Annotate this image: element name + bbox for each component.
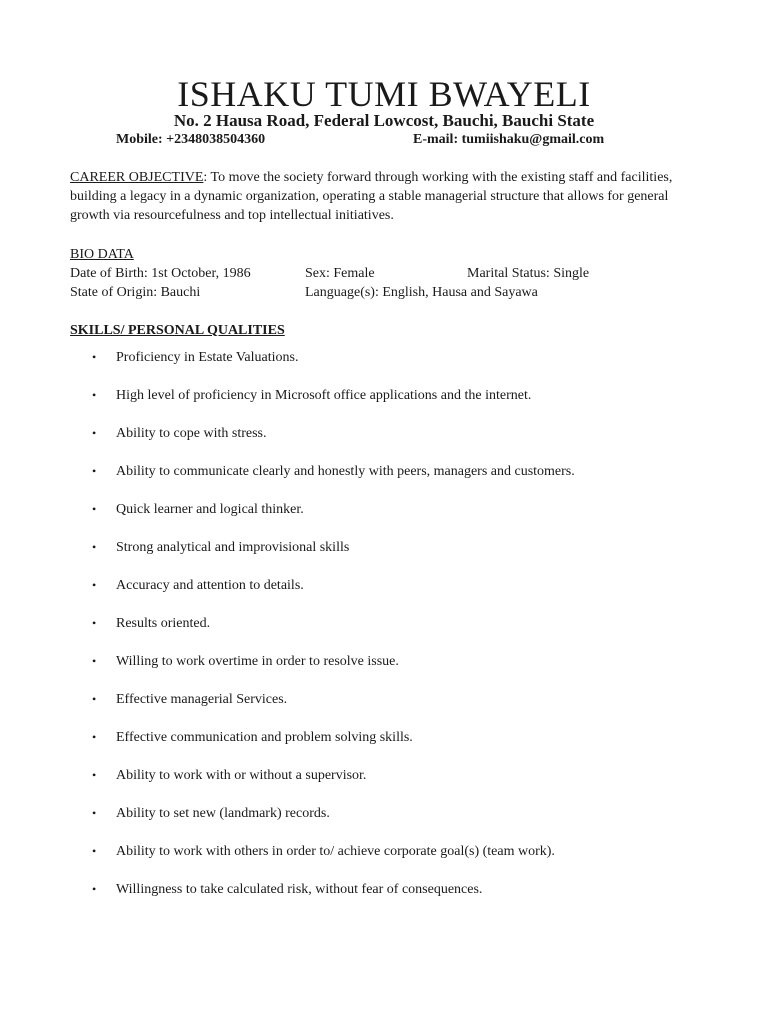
skill-text: Effective communication and problem solving skills. [116,730,413,745]
bullet-icon: • [92,502,97,516]
skill-text: High level of proficiency in Microsoft office applications and the internet. [116,388,532,403]
marital-status: Marital Status: Single [467,266,590,281]
state-of-origin: State of Origin: Bauchi [70,285,201,300]
bio-data-heading: BIO DATA [70,247,134,262]
skill-text: Willingness to take calculated risk, without fear of consequences. [116,882,483,897]
bullet-icon: • [92,730,97,744]
skill-text: Ability to communicate clearly and honestly with peers, managers and customers. [116,464,575,479]
career-objective-heading: CAREER OBJECTIVE [70,170,204,185]
address: No. 2 Hausa Road, Federal Lowcost, Bauchi, Bauchi State [173,111,595,130]
candidate-name: ISHAKU TUMI BWAYELI [177,74,591,114]
skill-text: Ability to cope with stress. [116,426,267,441]
date-of-birth: Date of Birth: 1st October, 1986 [70,266,251,281]
bullet-icon: • [92,654,97,668]
bullet-icon: • [92,692,97,706]
bullet-icon: • [92,768,97,782]
skill-text: Effective managerial Services. [116,692,288,707]
bullet-icon: • [92,578,97,592]
skill-text: Quick learner and logical thinker. [116,502,304,517]
skills-heading: SKILLS/ PERSONAL QUALITIES [70,323,285,338]
sex: Sex: Female [305,266,375,281]
bullet-icon: • [92,882,97,896]
skill-text: Ability to work with or without a supervisor. [116,768,367,783]
skill-text: Willing to work overtime in order to resolve issue. [116,654,399,669]
skill-text: Accuracy and attention to details. [116,578,304,593]
skill-text: Results oriented. [116,616,211,631]
skill-text: Strong analytical and improvisional skills [116,540,350,555]
email-address: E-mail: tumiishaku@gmail.com [413,132,605,147]
bullet-icon: • [92,540,97,554]
skill-text: Proficiency in Estate Valuations. [116,350,299,365]
languages: Language(s): English, Hausa and Sayawa [305,285,538,300]
bullet-icon: • [92,388,97,402]
career-objective-text: : To move the society forward through working with the existing staff and facilities, building a legacy in a dynamic organization, operating a stable managerial structure that allows for general growth via resourcefulness and top intellectual initiatives. [70,170,673,223]
bullet-icon: • [92,426,97,440]
bullet-icon: • [92,616,97,630]
bullet-icon: • [92,806,97,820]
career-objective [70,168,694,225]
bullet-icon: • [92,464,97,478]
bullet-icon: • [92,350,97,364]
skill-text: Ability to work with others in order to/ achieve corporate goal(s) (team work). [116,844,555,859]
skill-text: Ability to set new (landmark) records. [116,806,330,821]
mobile-number: Mobile: +2348038504360 [116,132,266,147]
bullet-icon: • [92,844,97,858]
